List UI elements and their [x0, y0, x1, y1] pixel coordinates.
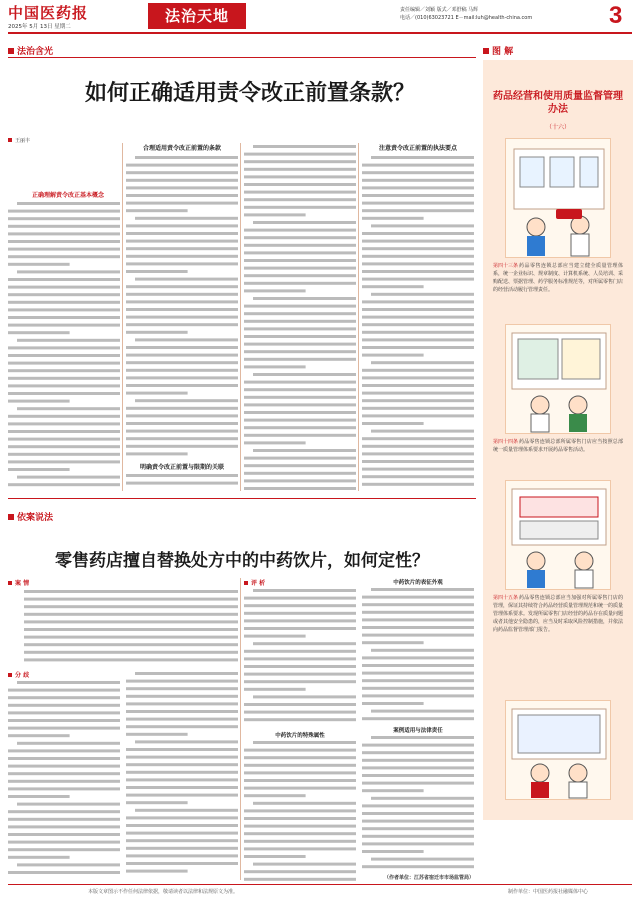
article1-col3-body [244, 143, 356, 491]
newspaper-logo: 中国医药报 [8, 4, 89, 22]
article2-col4-body [362, 578, 474, 880]
column-rule [240, 143, 241, 491]
comic-panel-1 [505, 138, 611, 258]
square-bullet-icon [8, 514, 14, 520]
article1-subhead3: 明确责令改正前置与限期的关联 [139, 464, 224, 471]
text-lines-graphic [24, 588, 238, 662]
sidebar-item-label-1: 第四十三条 [493, 263, 519, 269]
text-lines-graphic [362, 734, 474, 870]
sidebar-panel [483, 60, 633, 820]
article1-top-rule [8, 57, 476, 58]
article1-col4-body [362, 154, 474, 490]
sidebar-item-text-2: 药品零售连锁总部所属零售门店应当按照总部统一质量管理体系要求开展药品零售活动。 [493, 439, 623, 453]
article1-subhead4: 注意责令改正前置的执法要点 [378, 145, 457, 152]
square-bullet-icon [244, 581, 248, 585]
editors-line: 责任编辑／刘颖 版式／邓舒稿 马辉 [400, 7, 479, 13]
article2-col1-body [8, 670, 120, 880]
issue-date: 2025年 5月 13日 星期二 [8, 24, 71, 30]
sidebar-item-label-2: 第四十四条 [493, 439, 519, 445]
square-bullet-icon [8, 138, 12, 142]
cartoon-illustration-icon [506, 139, 612, 259]
text-lines-graphic [8, 200, 120, 490]
article1-col2-tail [126, 472, 238, 490]
footer-disclaimer: 本版文章图示不作任何法律依据，敬请读者以法律和法规原文为准。 [88, 889, 239, 895]
cartoon-illustration-icon [506, 481, 612, 591]
square-bullet-icon [8, 581, 12, 585]
article1-col1-body [8, 200, 120, 490]
comic-panel-3 [505, 480, 611, 590]
column-rule [358, 143, 359, 491]
header-divider [8, 32, 632, 34]
cartoon-illustration-icon [506, 701, 612, 801]
masthead [0, 0, 640, 34]
article2-author-caption: （作者单位：江苏省宿迁市市场监管局） [383, 875, 474, 881]
editors-info [400, 6, 532, 22]
comic-panel-4 [505, 700, 611, 800]
case-heading: 案 情 [8, 578, 29, 587]
text-lines-graphic [8, 679, 120, 879]
analysis-subhead-2: 中药饮片的表征外观 [393, 580, 443, 586]
sidebar-item-text-3: 药品零售连锁总部应当加强对所属零售门店的管理，保证其持续符合药品经营质量管理规范和统一的质量管理体系要求。发现所属零售门店经营的药品存在质量问题或者其他安全隐患的，应当及时采取风险控制措施，并依法向药品监督管理部门报告。 [493, 595, 624, 633]
cartoon-illustration-icon [506, 325, 612, 435]
article1-title: 如何正确适用责令改正前置条款？ [84, 80, 415, 106]
split-heading: 分 歧 [8, 670, 120, 679]
article2-col3-body [244, 578, 356, 880]
sidebar-item-text-1: 药品零售连锁总部应当建立健全质量管理体系，统一企业标识、规章制度、计算机系统、人员培训、采购配送、票据管理、药学服务标准规范等，对所属零售门店的经营活动履行管理责任。 [493, 263, 624, 293]
case-box [8, 578, 238, 666]
article2-label-tag: 依案说法 [8, 505, 53, 524]
text-lines-graphic [244, 739, 356, 885]
article1-subhead2: 正确理解责令改正基本概念 [31, 192, 104, 199]
analysis-heading: 评 析 [244, 578, 356, 587]
analysis-subhead-1: 中药饮片的特殊属性 [275, 733, 325, 739]
column-label-right: 图 解 [483, 44, 513, 57]
page-number: 3 [609, 2, 623, 29]
article2-title: 零售药店擅自替换处方中的中药饮片，如何定性？ [55, 551, 429, 571]
sidebar-item-label-3: 第四十五条 [493, 595, 519, 601]
text-lines-graphic [362, 154, 474, 490]
square-bullet-icon [483, 48, 489, 54]
article1-col1-intro [8, 148, 120, 188]
analysis-subhead-3: 案例适用与法律责任 [393, 728, 443, 734]
column-label-top: 法治含光 [8, 44, 53, 57]
section-title: 法治天地 [148, 3, 246, 29]
text-lines-graphic [126, 670, 238, 880]
article2-col2-body [126, 670, 238, 880]
footer-rule [8, 884, 632, 885]
column-rule [240, 578, 241, 880]
sidebar-title: 药品经营和使用质量监督管理办法 [493, 91, 623, 115]
sidebar-subtitle: （十六） [545, 124, 570, 131]
text-lines-graphic [362, 586, 474, 722]
article1-subhead1: 合理适用责令改正前置的条款 [142, 145, 221, 152]
article1-col2-body [126, 154, 238, 460]
text-lines-graphic [126, 154, 238, 460]
text-lines-graphic [244, 587, 356, 727]
column-rule [122, 143, 123, 491]
comic-panel-2 [505, 324, 611, 434]
square-bullet-icon [8, 673, 12, 677]
article1-byline: 王丽丰 [8, 137, 30, 144]
contact-line: 电话／(010)63023721 E－mail:luh@health-china.com [400, 15, 533, 21]
square-bullet-icon [8, 48, 14, 54]
footer-producer: 制作单位：中国医药报社融媒体中心 [508, 889, 589, 895]
text-lines-graphic [244, 143, 356, 491]
section-divider [8, 498, 476, 499]
